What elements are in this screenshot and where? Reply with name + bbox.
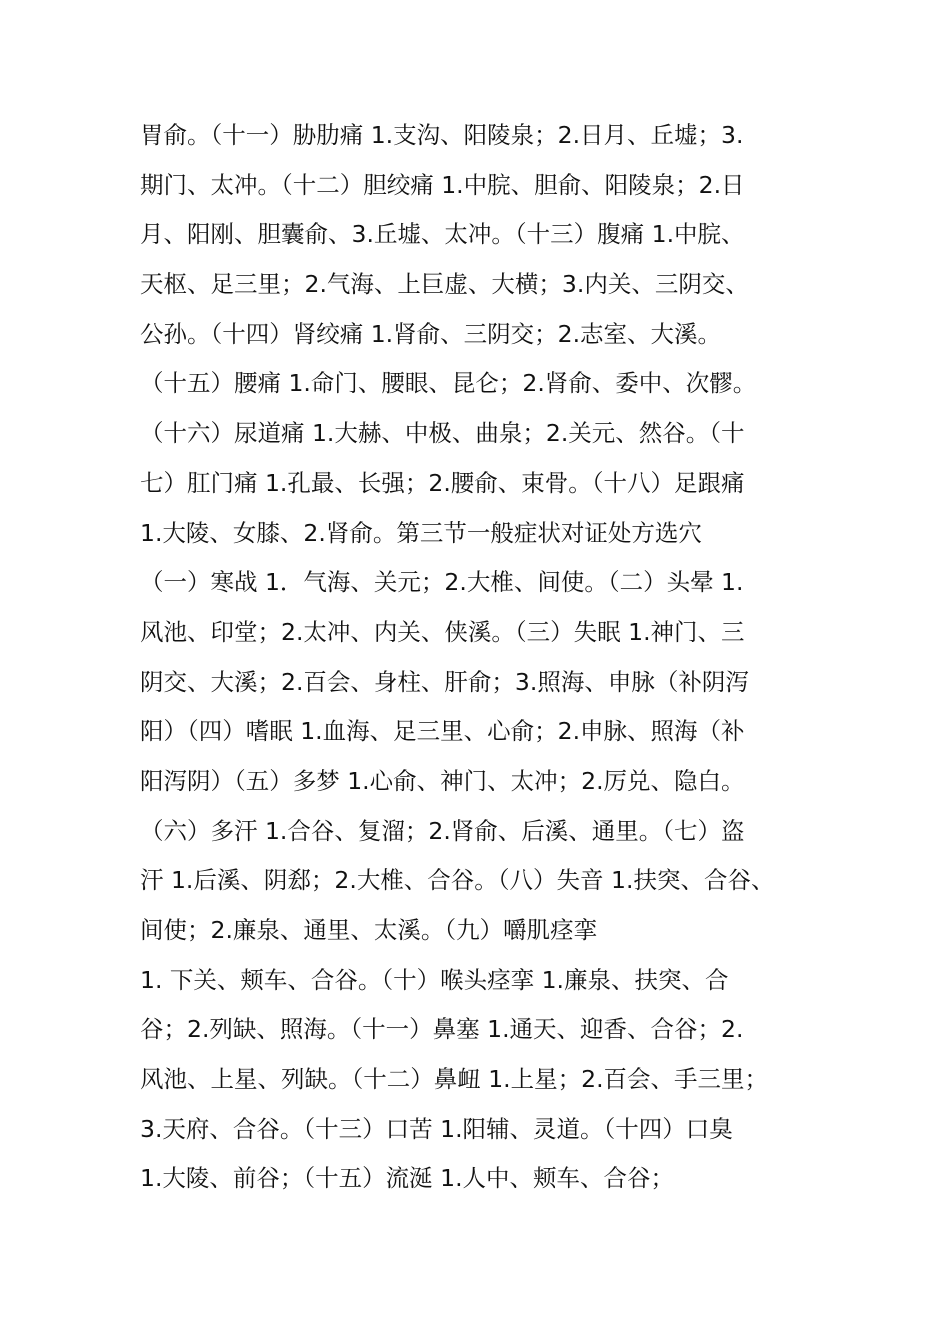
text-line: 风池、上星、列缺。（十二）鼻衄 1.上星；2.百会、手三里；: [140, 1065, 769, 1094]
text-line: 间使；2.廉泉、通里、太溪。（九）嚼肌痉挛: [140, 916, 598, 944]
text-line: 1.大陵、女膝、2.肾俞。第三节一般症状对证处方选穴: [140, 518, 702, 547]
text-line: 1.大陵、前谷；（十五）流涎 1.人中、颊车、合谷；: [140, 1164, 675, 1193]
text-line: 风池、印堂；2.太冲、内关、侠溪。（三）失眠 1.神门、三: [140, 617, 745, 646]
text-line: （十五）腰痛 1.命门、腰眼、昆仑；2.肾俞、委中、次髎。: [140, 369, 757, 398]
text-line: 阳）（四）嗜眠 1.血海、足三里、心俞；2.申脉、照海（补: [140, 717, 745, 746]
text-line: 汗 1.后溪、阴郄；2.大椎、合谷。（八）失音 1.扶突、合谷、: [140, 866, 775, 895]
text-line: 公孙。（十四）肾绞痛 1.肾俞、三阴交；2.志室、大溪。: [140, 319, 722, 348]
text-line: 1. 下关、颊车、合谷。（十）喉头痉挛 1.廉泉、扶突、合: [140, 965, 729, 994]
text-line: 阳泻阴）（五）多梦 1.心俞、神门、太冲；2.厉兑、隐白。: [140, 766, 745, 795]
text-line: （十六）尿道痛 1.大赫、中极、曲泉；2.关元、然谷。（十: [140, 419, 745, 448]
text-line: 月、阳刚、胆囊俞、3.丘墟、太冲。（十三）腹痛 1.中脘、: [140, 220, 745, 249]
body-text: [140, 111, 830, 1204]
text-line: 谷；2.列缺、照海。（十一）鼻塞 1.通天、迎香、合谷；2.: [140, 1015, 744, 1044]
text-line: （六）多汗 1.合谷、复溜；2.肾俞、后溪、通里。（七）盗: [140, 816, 745, 845]
text-line: 七）肛门痛 1.孔最、长强；2.腰俞、束骨。（十八）足跟痛: [140, 468, 745, 497]
text-line: 阴交、大溪；2.百会、身柱、肝俞；3.照海、申脉（补阴泻: [140, 667, 749, 696]
text-line: 胃俞。（十一）胁肋痛 1.支沟、阳陵泉；2.日月、丘墟；3.: [140, 121, 744, 149]
text-line: （一）寒战 1．气海、关元；2.大椎、间使。（二）头晕 1.: [140, 568, 744, 597]
text-line: 天枢、足三里；2.气海、上巨虚、大横；3.内关、三阴交、: [140, 270, 749, 299]
text-line: 3.天府、合谷。（十三）口苦 1.阳辅、灵道。（十四）口臭: [140, 1114, 733, 1143]
text-line: 期门、太冲。（十二）胆绞痛 1.中脘、胆俞、阳陵泉；2.日: [140, 170, 745, 199]
